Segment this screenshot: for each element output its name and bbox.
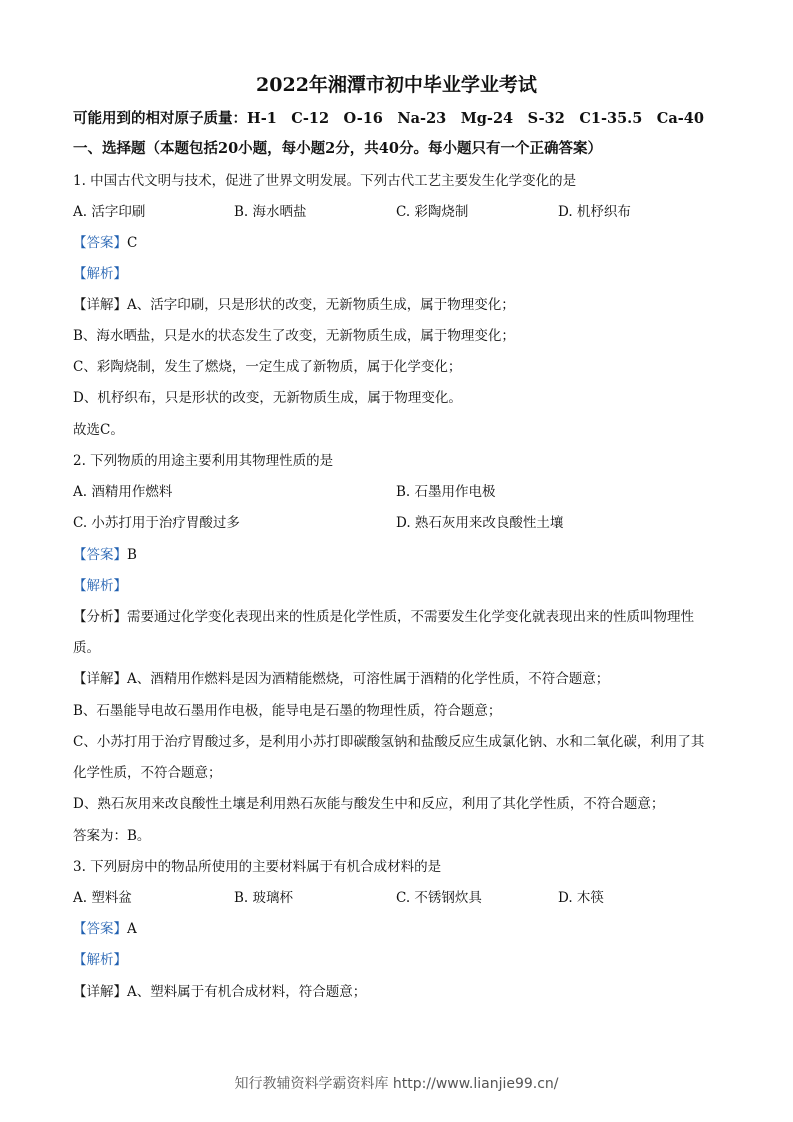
answer-label: 【答案】: [73, 547, 127, 563]
footer-watermark: 知行教辅资料学霸资料库 http://www.lianjie99.cn/: [234, 1076, 559, 1092]
analysis-label: 【解析】: [73, 952, 127, 968]
analysis-label: 【解析】: [73, 578, 127, 594]
option-a: A. 酒精用作燃料: [73, 484, 173, 500]
detail-line: B、石墨能导电故石墨用作电极，能导电是石墨的物理性质，符合题意；: [73, 703, 502, 719]
option-b: B. 海水晒盐: [234, 204, 307, 220]
detail-label: 【详解】: [73, 984, 127, 1000]
atomic-masses: 可能用到的相对原子质量：H-1 C-12 O-16 Na-23 Mg-24 S-32 C1-35.5 Ca-40: [73, 110, 704, 127]
option-a: A. 塑料盆: [73, 890, 132, 906]
conclusion-line: 故选C。: [73, 422, 124, 438]
question-stem: 1. 中国古代文明与技术，促进了世界文明发展。下列古代工艺主要发生化学变化的是: [73, 173, 577, 189]
analysis-label: 【解析】: [73, 266, 127, 282]
section-heading: 一、选择题（本题包括20小题，每小题2分，共40分。每小题只有一个正确答案）: [73, 140, 602, 157]
answer-label: 【答案】: [73, 235, 127, 251]
option-c: C. 小苏打用于治疗胃酸过多: [73, 515, 240, 531]
option-a: A. 活字印刷: [73, 204, 146, 220]
fenxi-line: 质。: [73, 640, 100, 656]
detail-line: [73, 983, 366, 1001]
option-d: D. 机杼织布: [558, 204, 631, 220]
option-c: C. 彩陶烧制: [396, 204, 469, 220]
answer-label: 【答案】: [73, 921, 127, 937]
detail-label: 【详解】: [73, 671, 127, 687]
detail-line: C、彩陶烧制，发生了燃烧，一定生成了新物质，属于化学变化；: [73, 359, 462, 375]
question-stem: 3. 下列厨房中的物品所使用的主要材料属于有机合成材料的是: [73, 859, 442, 875]
answer-line: [73, 920, 137, 938]
fenxi-line: [73, 608, 694, 626]
detail-label: 【详解】: [73, 297, 127, 313]
question-stem: 2. 下列物质的用途主要利用其物理性质的是: [73, 453, 334, 469]
fenxi-text: 需要通过化学变化表现出来的性质是化学性质，不需要发生化学变化就表现出来的性质叫物理性: [127, 609, 694, 625]
conclusion-line: 答案为：B。: [73, 828, 151, 844]
option-c: C. 不锈钢炊具: [396, 890, 482, 906]
detail-line: D、机杼织布，只是形状的改变，无新物质生成，属于物理变化。: [73, 390, 462, 406]
detail-line: [73, 296, 515, 314]
option-d: D. 熟石灰用来改良酸性土壤: [396, 515, 564, 531]
detail-line: 化学性质，不符合题意；: [73, 765, 222, 781]
detail-text: A、活字印刷，只是形状的改变，无新物质生成，属于物理变化；: [127, 297, 515, 313]
detail-line: [73, 670, 609, 688]
detail-text: A、塑料属于有机合成材料，符合题意；: [127, 984, 367, 1000]
answer-value: C: [127, 235, 138, 251]
detail-line: C、小苏打用于治疗胃酸过多，是利用小苏打即碳酸氢钠和盐酸反应生成氯化钠、水和二氧化碳，利用了其: [73, 734, 705, 750]
answer-value: A: [127, 921, 137, 937]
detail-line: B、海水晒盐，只是水的状态发生了改变，无新物质生成，属于物理变化；: [73, 328, 515, 344]
answer-line: [73, 234, 137, 252]
detail-line: D、熟石灰用来改良酸性土壤是利用熟石灰能与酸发生中和反应，利用了其化学性质，不符合题意；: [73, 796, 665, 812]
answer-line: [73, 546, 137, 564]
option-b: B. 石墨用作电极: [396, 484, 496, 500]
fenxi-label: 【分析】: [73, 609, 127, 625]
option-b: B. 玻璃杯: [234, 890, 294, 906]
answer-value: B: [127, 547, 137, 563]
detail-text: A、酒精用作燃料是因为酒精能燃烧，可溶性属于酒精的化学性质，不符合题意；: [127, 671, 610, 687]
option-d: D. 木筷: [558, 890, 604, 906]
exam-title: 2022年湘潭市初中毕业学业考试: [256, 74, 537, 96]
